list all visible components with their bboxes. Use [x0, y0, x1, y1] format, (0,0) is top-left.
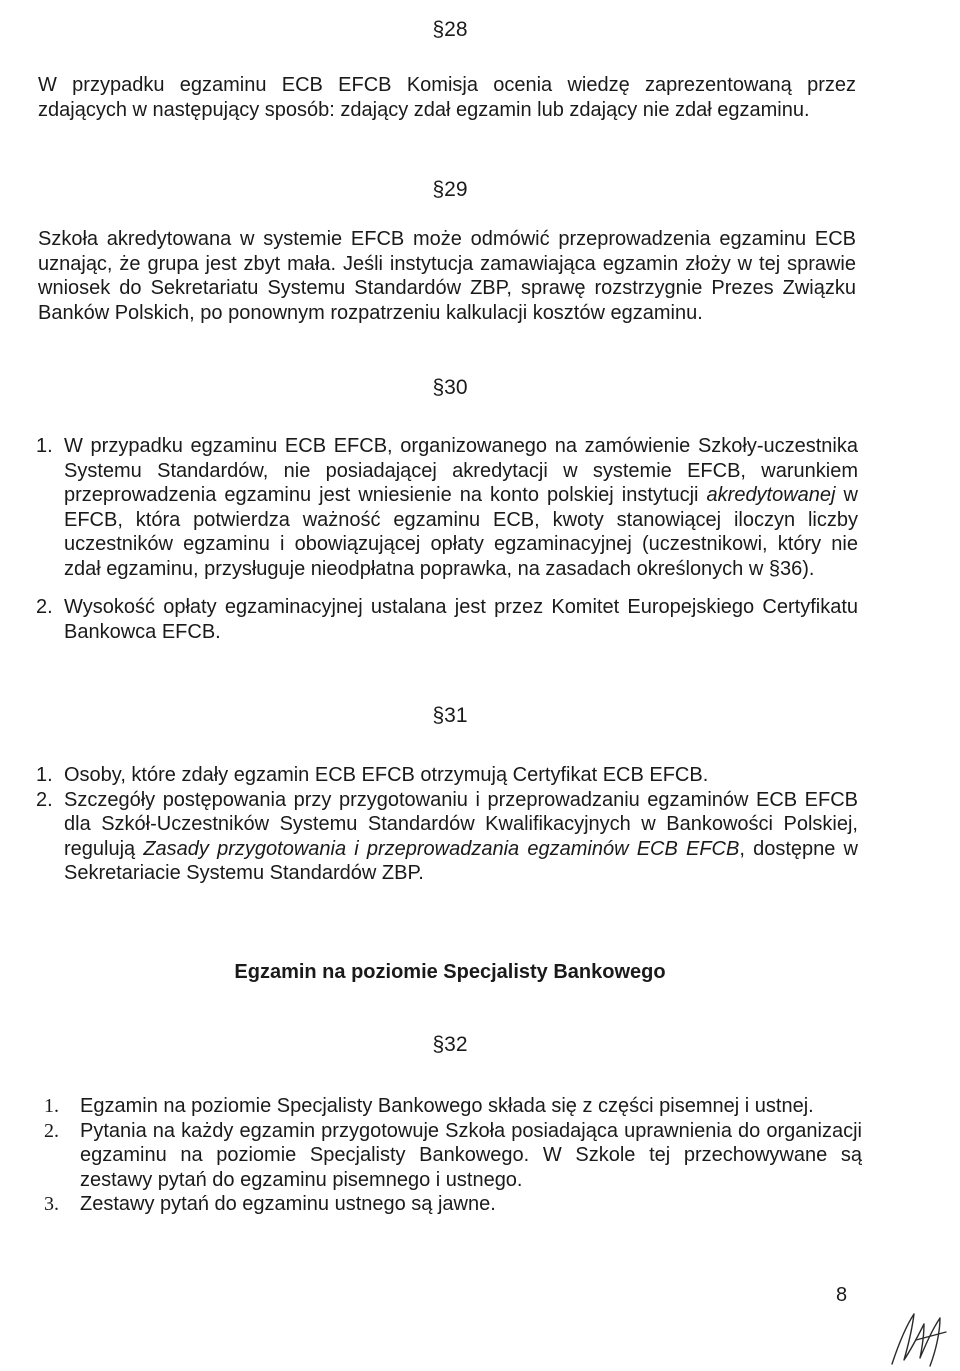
- list-item-text: Wysokość opłaty egzaminacyjnej ustalana jest przez Komitet Europejskiego Certyfikatu Bankowca EFCB.: [64, 596, 858, 643]
- paragraph-heading-30: §30: [432, 376, 468, 399]
- paragraph-heading-32: §32: [432, 1033, 468, 1056]
- list-item: [36, 595, 858, 644]
- list-item-number: 2.: [44, 1119, 59, 1142]
- list-item-number: 3.: [44, 1193, 59, 1215]
- list-item-text: Szczegóły postępowania przy przygotowaniu i przeprowadzaniu egzaminów ECB EFCB dla Szkół-Uczestników Systemu Standardów Kwalifikacyjnych w Bankowości Polskiej, regulują: [64, 788, 858, 860]
- list-item: [44, 1119, 862, 1193]
- list-item: [36, 763, 858, 788]
- section-title: Egzamin na poziomie Specjalisty Bankowego: [234, 961, 666, 983]
- paragraph-30-list: [36, 434, 858, 644]
- list-item-text-continued: w EFCB, która potwierdza ważność egzaminu ECB, kwoty stanowiącej iloczyn liczby uczestników egzaminu i obowiązującej opłaty egzaminacyjnej (uczestnikowi, który nie zdał egzaminu, przysługuje nieodpłatna poprawka, na zasadach określonych w §36).: [64, 484, 858, 580]
- list-item-text: Zestawy pytań do egzaminu ustnego są jawne.: [80, 1193, 496, 1215]
- list-item-number: 1.: [36, 435, 53, 457]
- list-item: [36, 434, 858, 581]
- paragraph-heading-31: §31: [432, 704, 468, 727]
- list-item-italic-text: akredytowanej: [706, 484, 836, 506]
- list-item: [44, 1192, 862, 1217]
- list-item-text: Egzamin na poziomie Specjalisty Bankowego składa się z części pisemnej i ustnej.: [80, 1095, 814, 1117]
- list-item-number: 1.: [36, 764, 53, 786]
- list-item-number: 2.: [36, 788, 53, 811]
- paragraph-28-text: W przypadku egzaminu ECB EFCB Komisja ocenia wiedzę zaprezentowaną przez zdających w następujący sposób: zdający zdał egzamin lub zdający nie zdał egzaminu.: [38, 74, 856, 121]
- paragraph-32-list: [44, 1094, 862, 1217]
- list-item-text: Osoby, które zdały egzamin ECB EFCB otrzymują Certyfikat ECB EFCB.: [64, 764, 709, 786]
- list-item-number: 2.: [36, 596, 53, 618]
- paragraph-31-list: [36, 763, 858, 886]
- paragraph-29-text: Szkoła akredytowana w systemie EFCB może odmówić przeprowadzenia egzaminu ECB uznając, że grupa jest zbyt mała. Jeśli instytucja zamawiająca egzamin złoży w tej sprawie wniosek do Sekretariatu Systemu Standardów ZBP, sprawę rozstrzygnie Prezes Związku Banków Polskich, po ponownym rozpatrzeniu kalkulacji kosztów egzaminu.: [38, 228, 856, 324]
- paragraph-heading-28: §28: [432, 18, 468, 41]
- list-item-text: W przypadku egzaminu ECB EFCB, organizowanego na zamówienie Szkoły-uczestnika Systemu Standardów, nie posiadającej akredytacji w systemie EFCB, warunkiem przeprowadzenia egzaminu jest wniesienie na konto polskiej instytucji: [64, 435, 858, 506]
- list-item-text-continued: , dostępne w Sekretariacie Systemu Standardów ZBP.: [64, 837, 858, 884]
- paragraph-heading-29: §29: [432, 178, 468, 201]
- page-number: 8: [836, 1284, 848, 1306]
- list-item: [36, 788, 858, 886]
- list-item-italic-text: Zasady przygotowania i przeprowadzania egzaminów ECB EFCB: [143, 837, 740, 860]
- list-item: [44, 1094, 862, 1119]
- signature-mark: [884, 1310, 954, 1368]
- list-item-number: 1.: [44, 1095, 59, 1117]
- list-item-text: Pytania na każdy egzamin przygotowuje Szkoła posiadająca uprawnienia do organizacji egzaminu na poziomie Specjalisty Bankowego. W Szkole tej przechowywane są zestawy pytań do egzaminu pisemnego i ustnego.: [80, 1119, 862, 1191]
